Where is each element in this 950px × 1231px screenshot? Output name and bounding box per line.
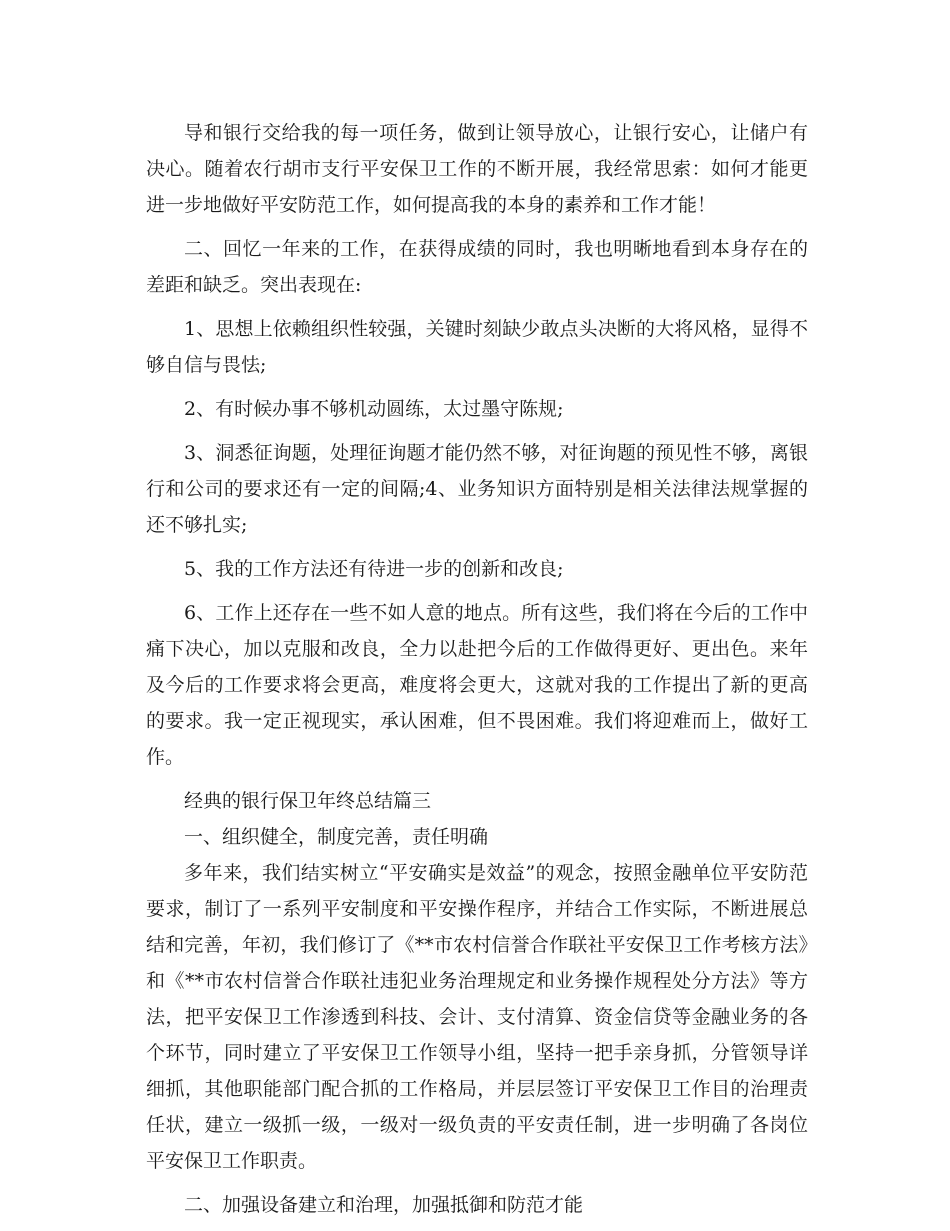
article-title: 经典的银行保卫年终总结篇三 xyxy=(184,790,432,812)
section-one-heading: 一、组织健全，制度完善，责任明确 xyxy=(184,826,489,848)
document-body xyxy=(146,115,808,1231)
paragraph-intro-continuation: 导和银行交给我的每一项任务，做到让领导放心，让银行安心，让储户有决心。随着农行胡市支行平安保卫工作的不断开展，我经常思索：如何才能更进一步地做好平安防范工作，如何提高我的本身的素养和工作才能！ xyxy=(146,122,808,216)
list-item-6: 6、工作上还存在一些不如人意的地点。所有这些，我们将在今后的工作中痛下决心，加以克服和改良，全力以赴把今后的工作做得更好、更出色。来年及今后的工作要求将会更高，难度将会更大，这就对我的工作提出了新的更高的要求。我一定正视现实，承认困难，但不畏困难。我们将迎难而上，做好工作。 xyxy=(146,602,808,768)
list-item-1: 1、思想上依赖组织性较强，关键时刻缺少敢点头决断的大将风格，显得不够自信与畏怯; xyxy=(146,318,808,376)
list-item-3-4: 3、洞悉征询题，处理征询题才能仍然不够，对征询题的预见性不够，离银行和公司的要求还有一定的间隔;4、业务知识方面特别是相关法律法规掌握的还不够扎实; xyxy=(146,442,808,536)
section-two-heading: 二、加强设备建立和治理，加强抵御和防范才能 xyxy=(184,1194,584,1216)
paragraph-section-two-heading: 二、回忆一年来的工作，在获得成绩的同时，我也明晰地看到本身存在的差距和缺乏。突出表现在: xyxy=(146,238,808,296)
section-one-body: 多年来，我们结实树立“平安确实是效益”的观念，按照金融单位平安防范要求，制订了一系列平安制度和平安操作程序，并结合工作实际，不断进展总结和完善，年初，我们修订了《**市农村信誉合作联社平安保卫工作考核方法》和《**市农村信誉合作联社违犯业务治理规定和业务操作规程处分方法》等方法，把平安保卫工作渗透到科技、会计、支付清算、资金信贷等金融业务的各个环节，同时建立了平安保卫工作领导小组，坚持一把手亲身抓，分管领导详细抓，其他职能部门配合抓的工作格局，并层层签订平安保卫工作目的治理责任状，建立一级抓一级，一级对一级负责的平安责任制，进一步明确了各岗位平安保卫工作职责。 xyxy=(146,862,808,1172)
list-item-5: 5、我的工作方法还有待进一步的创新和改良; xyxy=(184,558,564,580)
list-item-2: 2、有时候办事不够机动圆练，太过墨守陈规; xyxy=(184,398,564,420)
